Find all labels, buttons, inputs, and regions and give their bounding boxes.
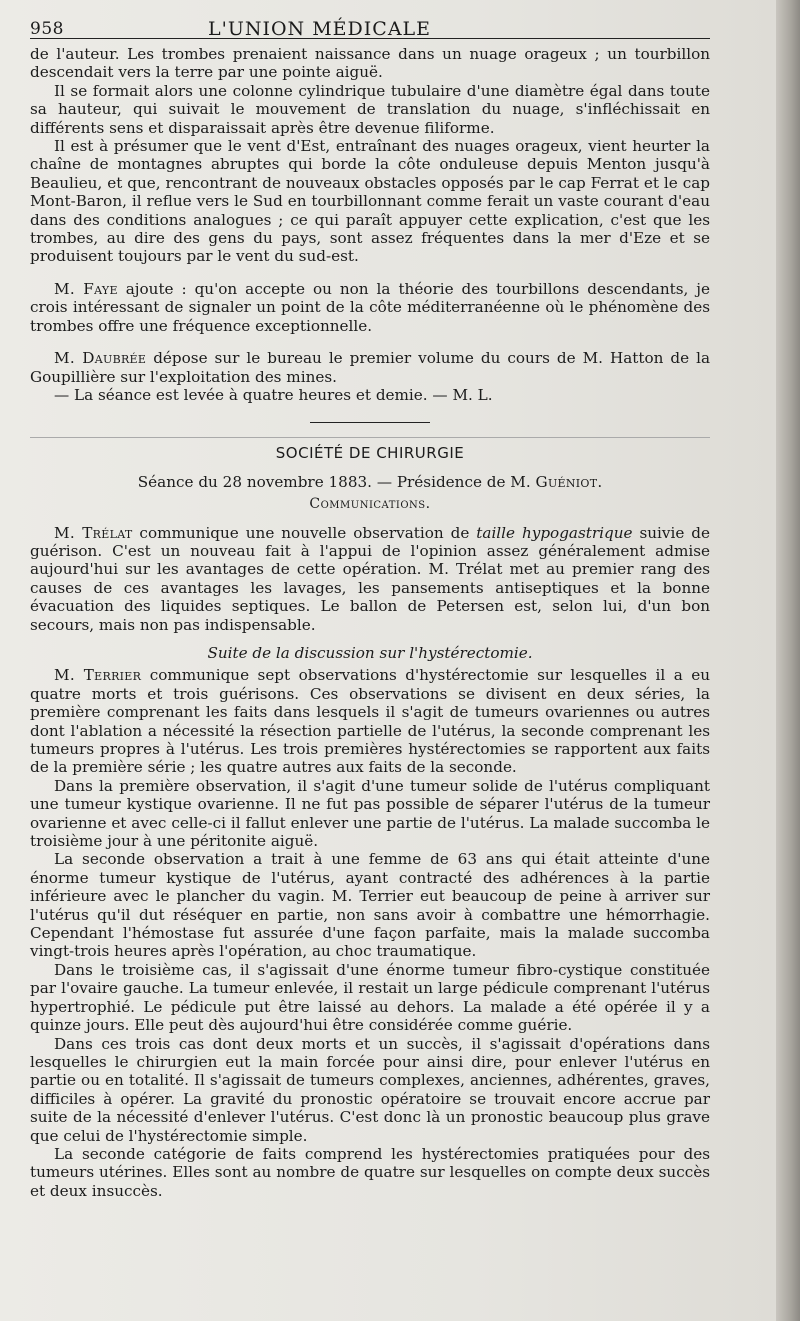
- paragraph: La seconde catégorie de faits comprend les hystérectomies pratiquées pour des tumeurs utérines. Elles sont au nombre de quatre sur lesquelles on compte deux succès et deux insuccès.: [30, 1144, 710, 1200]
- paragraph: Dans le troisième cas, il s'agissait d'une énorme tumeur fibro-cystique constituée par l'ovaire gauche. La tumeur enlevée, il restait un large pédicule comprenant l'utérus hypertrophié. Le pédicule put être laissé au dehors. La malade a été opérée il y a quinze jours. Elle peut dès aujourd'hui être considérée comme guérie.: [30, 960, 710, 1035]
- paragraph: de l'auteur. Les trombes prenaient naissance dans un nuage orageux ; un tourbillon descendait vers la terre par une pointe aiguë.: [30, 45, 710, 82]
- closing-line: — La séance est levée à quatre heures et demie. — M. L.: [54, 385, 493, 404]
- speaker-name: M. Faye: [54, 279, 118, 298]
- paragraph: Dans la première observation, il s'agit d'une tumeur solide de l'utérus compliquant une tumeur kystique ovarienne. Il ne fut pas possible de séparer l'utérus de la tumeur ovarienne et avec celle-ci il fallut enlever une partie de l'utérus. La malade succomba le troisième jour à une péritonite aiguë.: [30, 776, 710, 851]
- communications-heading: Communications.: [309, 496, 431, 513]
- page-content: [30, 10, 710, 1200]
- speaker-name: M. Trélat: [54, 523, 133, 542]
- section-divider: [310, 422, 430, 423]
- page-number: 958: [30, 18, 64, 39]
- book-spine-edge: [776, 0, 800, 1321]
- section-rule: [30, 437, 710, 438]
- paragraph: Il est à présumer que le vent d'Est, entraînant des nuages orageux, vient heurter la chaîne de montagnes abruptes qui borde la côte onduleuse depuis Menton jusqu'à Beaulieu, et que, rencontrant de nouveaux obstacles opposés par le cap Ferrat et le cap Mont-Baron, il reflue vers le Sud en tourbillonnant comme ferait un vaste courant d'eau dans des conditions analogues ; ce qui paraît appuyer cette explication, c'est que les trombes, au dire des gens du pays, sont assez fréquentes dans la mer d'Eze et se produisent toujours par le vent du sud-est.: [30, 137, 710, 266]
- daubree-paragraph: M. Daubrée dépose sur le bureau le premier volume du cours de M. Hatton de la Goupillière sur l'exploitation des mines.: [30, 349, 710, 386]
- discussion-heading: Suite de la discussion sur l'hystérectomie.: [207, 643, 533, 662]
- running-title: L'UNION MÉDICALE: [208, 17, 432, 40]
- session-line: Séance du 28 novembre 1883. — Présidence de M. Guéniot.: [137, 472, 603, 491]
- section-title: SOCIÉTÉ DE CHIRURGIE: [275, 444, 465, 463]
- president-name: Guéniot: [535, 472, 598, 491]
- paragraph: Dans ces trois cas dont deux morts et un succès, il s'agissait d'opérations dans lesquelles le chirurgien eut la main forcée pour ainsi dire, pour enlever l'utérus en partie ou en totalité. Il s'agissait de tumeurs complexes, anciennes, adhérentes, graves, difficiles à opérer. La gravité du pronostic opératoire se trouvait encore accrue par suite de la nécessité d'enlever l'utérus. C'est donc là un pronostic beaucoup plus grave que celui de l'hystérectomie simple.: [30, 1034, 710, 1145]
- page-header: [30, 10, 710, 39]
- speaker-name: M. Terrier: [54, 666, 142, 685]
- terrier-paragraph: M. Terrier communique sept observations d'hystérectomie sur lesquelles il a eu quatre morts et trois guérisons. Ces observations se divisent en deux séries, la première comprenant les faits dans lesquels il s'agit de tumeurs ovariennes ou autres dont l'ablation a nécessité la résection partielle de l'utérus, la seconde comprenant les tumeurs propres à l'utérus. Les trois premières hystérectomies se rapportent aux faits de la première série ; les quatre autres aux faits de la seconde.: [30, 666, 710, 777]
- paragraph: Il se formait alors une colonne cylindrique tubulaire d'une diamètre égal dans toute sa hauteur, qui suivait le mouvement de translation du nuage, s'infléchissait en différents sens et disparaissait après être devenue filiforme.: [30, 81, 710, 137]
- paragraph: La seconde observation a trait à une femme de 63 ans qui était atteinte d'une énorme tumeur kystique de l'utérus, ayant contracté des adhérences à la partie inférieure avec le plancher du vagin. M. Terrier eut beaucoup de peine à arriver sur l'utérus qu'il dut réséquer en partie, non sans avoir à combattre une hémorrhagie. Cependant l'hémostase fut assurée d'une façon parfaite, mais la malade succomba vingt-trois heures après l'opération, au choc traumatique.: [30, 850, 710, 961]
- speaker-name: M. Daubrée: [54, 349, 147, 368]
- trelat-paragraph: M. Trélat communique une nouvelle observation de taille hypogastrique suivie de guérison. C'est un nouveau fait à l'appui de l'opinion assez généralement admise aujourd'hui sur les avantages de cette opération. M. Trélat met au premier rang des causes de ces avantages les lavages, les pansements antiseptiques et la bonne évacuation des liquides septiques. Le ballon de Petersen est, selon lui, d'un bon secours, mais non pas indispensable.: [30, 523, 710, 634]
- faye-paragraph: M. Faye ajoute : qu'on accepte ou non la théorie des tourbillons descendants, je crois intéressant de signaler un point de la côte méditerranéenne où le phénomène des trombes offre une fréquence exceptionnelle.: [30, 279, 710, 335]
